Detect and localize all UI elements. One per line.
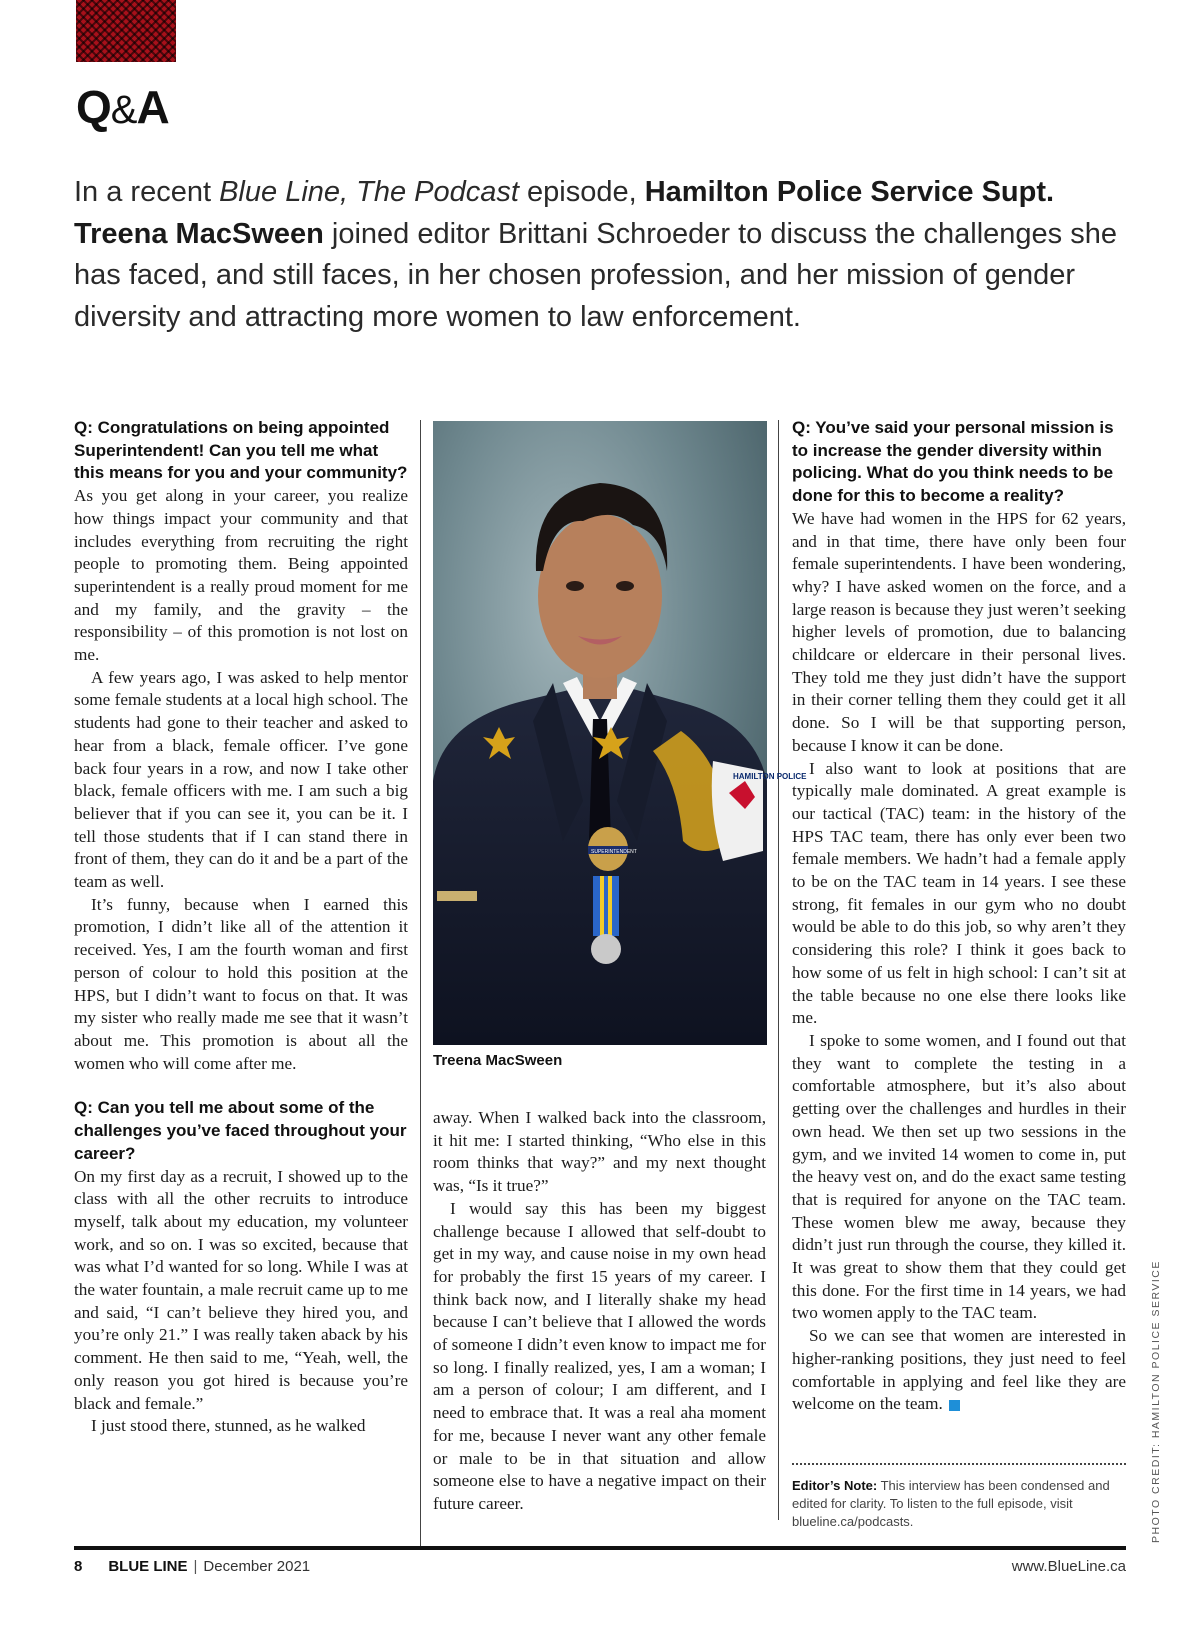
portrait-illustration	[433, 421, 807, 1045]
column-divider	[420, 420, 421, 1546]
answer-paragraph: I just stood there, stunned, as he walked	[91, 1416, 366, 1436]
column-right	[792, 417, 1126, 1416]
answer-paragraph: We have had women in the HPS for 62 years, and in that time, there have only been four female superintendents. I have been wondering, why? I have asked women on the force, and a large reason is because they just weren’t seeking higher levels of promotion, due to balancing childcare or eldercare in their personal lives. They told me they just didn’t have the support in their corner telling them they could get it all done. So I will be that supporting person, because I know it can be done.	[792, 508, 1126, 755]
answer-paragraph: I also want to look at positions that are typically male dominated. A great example is our tactical (TAC) team: in the history of the HPS TAC team, there has only ever been two female members. We hadn’t had a female apply to be on the TAC team in 14 years. I see these strong, fit females in our gym who no doubt would be able to do this job, so why aren’t they considering this role? I think it goes back to how some of us felt in high school: I can’t sit at the table because no one else there looks like me.	[792, 758, 1126, 1028]
photo-credit: PHOTO CREDIT: HAMILTON POLICE SERVICE	[1150, 1260, 1162, 1543]
editors-note: Editor’s Note: This interview has been condensed and edited for clarity. To listen to the full episode, visit blueline.ca/podcasts.	[792, 1463, 1126, 1531]
answer-paragraph: It’s funny, because when I earned this promotion, I didn’t like all of the attention it received. Yes, I am the fourth woman and first person of colour to hold this position at the HPS, but I didn’t want to focus on that. It was my sister who really made me see that it wasn’t about me. This promotion is about all the women who will come after me.	[74, 894, 408, 1073]
portrait-photo	[433, 421, 807, 1045]
column-left	[74, 417, 408, 1438]
website-url: www.BlueLine.ca	[1011, 1558, 1126, 1575]
face	[538, 514, 662, 678]
answer-paragraph: away. When I walked back into the classroom, it hit me: I started thinking, “Who else in this room thinks that way?” and my next thought was, “Is it true?”	[433, 1108, 766, 1196]
column-divider	[778, 420, 779, 1520]
photo-caption: Treena MacSween	[433, 1052, 563, 1069]
question-3: Q: You’ve said your personal mission is to increase the gender diversity within policing. What do you think needs to be done for this to become a reality?	[792, 418, 1114, 506]
answer-paragraph: I would say this has been my biggest challenge because I allowed that self-doubt to get in my way, and cause noise in my own head for probably the first 15 years of my career. I think back now, and I literally shake my head because I can’t believe that I allowed the words of someone I didn’t even know to impact me for so long. I finally realized, yes, I am a woman; I am a person of colour; I am different, and I need to embrace that. It was a real aha moment for me, because I never want any other female or male to be in that situation and allow someone else to have a negative impact on their future career.	[433, 1198, 766, 1513]
name-tag	[437, 891, 477, 901]
badge-text: SUPERINTENDENT	[591, 849, 637, 855]
magazine-name: BLUE LINE	[108, 1558, 188, 1575]
interviewee-name: Hamilton Police Service Supt. Treena MacSween	[74, 176, 1055, 250]
column-middle	[433, 1107, 766, 1516]
patch-text: HAMILTON POLICE	[733, 772, 807, 781]
page-footer: 8 BLUE LINE | December 2021 www.BlueLine.ca	[74, 1558, 1126, 1575]
issue-date: December 2021	[203, 1558, 311, 1575]
plaid-header-block	[76, 0, 176, 62]
end-mark-icon	[949, 1400, 960, 1411]
page-number: 8	[74, 1558, 83, 1575]
answer-paragraph: A few years ago, I was asked to help mentor some female students at a local high school. The students had gone to their teacher and asked to hear from a black, female officer. I’ve gone back four years in a row, and now I take other black, female officers with me. I am such a big believer that if you can see it, you can be it. I tell those students that if I can stand there in front of them, they can do it and be a part of the team as well.	[74, 667, 408, 892]
medal-ribbon	[593, 876, 619, 936]
answer-paragraph: I spoke to some women, and I found out that they want to complete the testing in a comfortable atmosphere, but it’s also about getting over the challenges and hurdles in their own head. We then set up two sessions in the gym, and we invited 14 women to come in, put the heavy vest on, and do the exact same testing that is required for anyone on the TAC team. These women blew me away, because they didn’t just run through the course, they killed it. It was great to show them that they could get this done. For the first time in 14 years, we had two women apply to the TAC team.	[792, 1030, 1126, 1323]
answer-paragraph: As you get along in your career, you realize how things impact your community and that includes everything from recruiting the right people to promoting them. Being appointed superintendent is a really proud moment for me and my family, and the gravity – the responsibility – of this promotion is not lost on me.	[74, 486, 408, 665]
footer-rule	[74, 1546, 1126, 1550]
answer-paragraph: So we can see that women are interested in higher-ranking positions, they just need to feel comfortable in applying and feel like they are welcome on the team.	[792, 1326, 1126, 1414]
question-2: Q: Can you tell me about some of the challenges you’ve faced throughout your career?	[74, 1098, 407, 1163]
medal	[591, 934, 621, 964]
answer-paragraph: On my first day as a recruit, I showed up to the class with all the other recruits to introduce myself, talk about my education, my volunteer work, and so on. I was so excited, because that was what I’d wanted for so long. While I was at the water fountain, a male recruit came up to me and said, “I can’t believe they hired you, and you’re only 21.” I was really taken aback by his comment. He then said to me, “Yeah, well, the only reason you got hired is because you’re black and female.”	[74, 1166, 408, 1413]
section-title: Q&A	[76, 81, 169, 133]
intro-paragraph: In a recent Blue Line, The Podcast episode, Hamilton Police Service Supt. Treena MacSween joined editor Brittani Schroeder to discuss the challenges she has faced, and still faces, in her chosen profession, and her mission of gender diversity and attracting more women to law enforcement.	[74, 176, 1117, 333]
podcast-title: Blue Line, The Podcast	[219, 176, 519, 208]
question-1: Q: Congratulations on being appointed Superintendent! Can you tell me what this means for you and your community?	[74, 418, 408, 483]
